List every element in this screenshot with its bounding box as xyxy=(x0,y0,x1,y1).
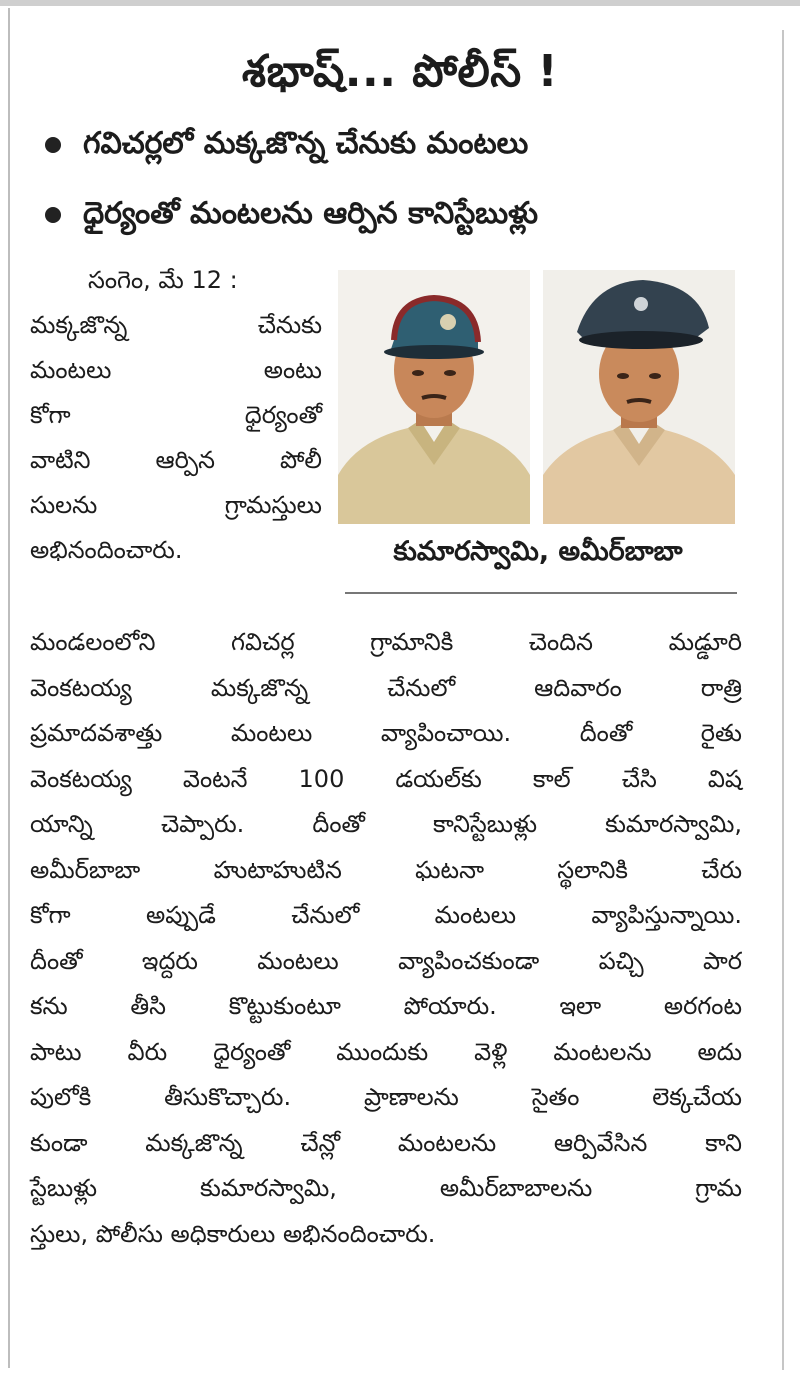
bullet-dot-icon xyxy=(45,207,61,223)
body-line: స్తులు, పోలీసు అధికారులు అభినందించారు. xyxy=(30,1219,436,1248)
body-line: కుండా మక్కజొన్న చేన్లో మంటలను ఆర్పివేసిన కాని xyxy=(30,1128,742,1157)
body-line: కోగా అప్పుడే చేనులో మంటలు వ్యాపిస్తున్నాయి. xyxy=(30,901,742,929)
lead-line: అభినందించారు. xyxy=(30,536,183,564)
lead-line: కోగా ధైర్యంతో xyxy=(30,401,322,429)
subheading-bullet-1 xyxy=(45,122,775,166)
lead-paragraph xyxy=(30,258,322,573)
body-line: ప్రమాదవశాత్తు మంటలు వ్యాపించాయి. దీంతో రైతు xyxy=(30,719,742,747)
body-line: వెంకటయ్య వెంటనే 100 డయల్‌కు కాల్ చేసి విష xyxy=(30,764,742,793)
bullet-dot-icon xyxy=(45,137,61,153)
dateline: సంగెం, మే 12 : xyxy=(88,266,238,294)
lead-line: మక్కజొన్న చేనుకు xyxy=(30,311,322,339)
portrait-photo-1 xyxy=(338,270,530,524)
body-line: యాన్ని చెప్పారు. దీంతో కానిస్టేబుళ్లు కుమారస్వామి, xyxy=(30,810,742,838)
subheading-bullet-2 xyxy=(45,192,775,236)
left-column-rule xyxy=(8,8,10,1368)
top-border xyxy=(0,0,800,6)
portrait-photo-2 xyxy=(543,270,735,524)
caption-divider xyxy=(345,592,737,594)
article-headline: శభాష్... పోలీస్ ! xyxy=(241,46,559,97)
lead-line: వాటిని ఆర్పిన పోలీ xyxy=(30,446,322,474)
right-column-rule xyxy=(782,30,784,1370)
photo-caption: కుమారస్వామి, అమీర్‌బాబా xyxy=(393,536,683,567)
body-line: వెంకటయ్య మక్కజొన్న చేనులో ఆదివారం రాత్రి xyxy=(30,673,742,702)
subheading-text: గవిచర్లలో మక్కజొన్న చేనుకు మంటలు xyxy=(83,126,529,161)
body-line: స్టేబుళ్లు కుమారస్వామి, అమీర్‌బాబాలను గ్రామ xyxy=(30,1174,742,1202)
lead-line: మంటలు అంటు xyxy=(30,356,322,384)
body-line: దీంతో ఇద్దరు మంటలు వ్యాపించకుండా పచ్చి పార xyxy=(30,946,742,975)
body-line: మండలంలోని గవిచర్ల గ్రామానికి చెందిన మడ్డూరి xyxy=(30,628,742,656)
lead-line: సులను గ్రామస్తులు xyxy=(30,491,322,519)
body-line: అమీర్‌బాబా హుటాహుటిన ఘటనా స్థలానికి చేరు xyxy=(30,855,742,884)
body-line: కను తీసి కొట్టుకుంటూ పోయారు. ఇలా అరగంట xyxy=(30,992,742,1020)
article-body xyxy=(30,620,742,1257)
body-line: పులోకి తీసుకొచ్చారు. ప్రాణాలను సైతం లెక్కచేయ xyxy=(30,1083,742,1111)
subheading-text: ధైర్యంతో మంటలను ఆర్పిన కానిస్టేబుళ్లు xyxy=(83,196,539,231)
body-line: పాటు వీరు ధైర్యంతో ముందుకు వెళ్లి మంటలను అదు xyxy=(30,1037,742,1066)
